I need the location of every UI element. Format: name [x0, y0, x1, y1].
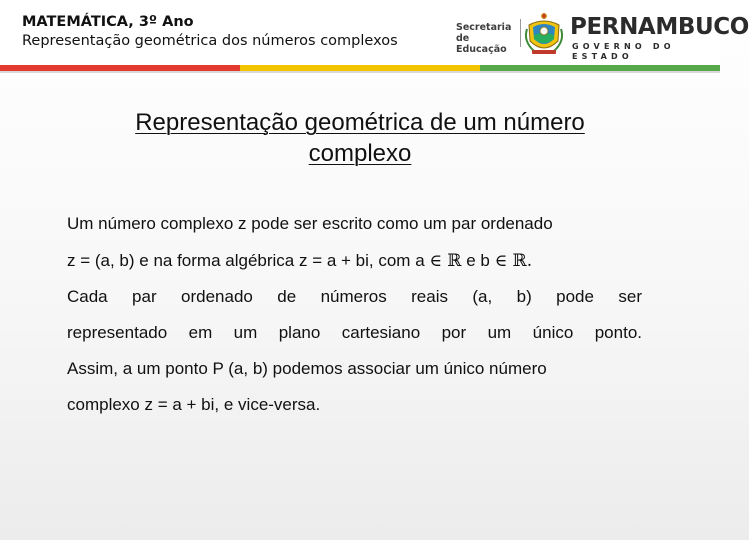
title-line-1: Representação geométrica de um número: [135, 109, 585, 136]
slide-header: [0, 0, 749, 65]
header-titles: [22, 13, 398, 51]
line2-text-b: e b: [461, 251, 495, 270]
course-label: MATEMÁTICA, 3º Ano: [22, 14, 194, 30]
slide-title: [60, 107, 660, 169]
body-line-6: complexo z = a + bi, e vice-versa.: [67, 395, 321, 414]
body-line-2: [67, 250, 642, 272]
body-line-1: Um número complexo z pode ser escrito como um par ordenado: [67, 214, 553, 233]
line2-text-a: z = (a, b) e na forma algébrica z = a + bi, com a: [67, 251, 430, 270]
body-line-4: representado em um plano cartesiano por um único ponto.: [67, 323, 642, 342]
body-line-5: Assim, a um ponto P (a, b) podemos associar um único número: [67, 359, 547, 378]
body-line-3: Cada par ordenado de números reais (a, b) pode ser: [67, 287, 642, 306]
secretaria-line2: Educação: [456, 44, 507, 55]
member-of-reals-symbol-2: ∈ ℝ.: [494, 251, 533, 271]
brand-wordmark: PERNAMBUCO: [570, 14, 749, 40]
coat-of-arms-icon: [524, 11, 564, 57]
secretaria-label: [456, 22, 516, 55]
logo-divider: [520, 19, 521, 47]
lesson-subtitle: Representação geométrica dos números complexos: [22, 33, 398, 49]
member-of-reals-symbol-1: ∈ ℝ: [429, 251, 462, 271]
title-line-2: complexo: [308, 140, 412, 167]
secretaria-line1: Secretaria de: [456, 22, 512, 44]
header-shadow: [0, 71, 720, 73]
brand-subtitle: GOVERNO DO ESTADO: [572, 42, 675, 61]
